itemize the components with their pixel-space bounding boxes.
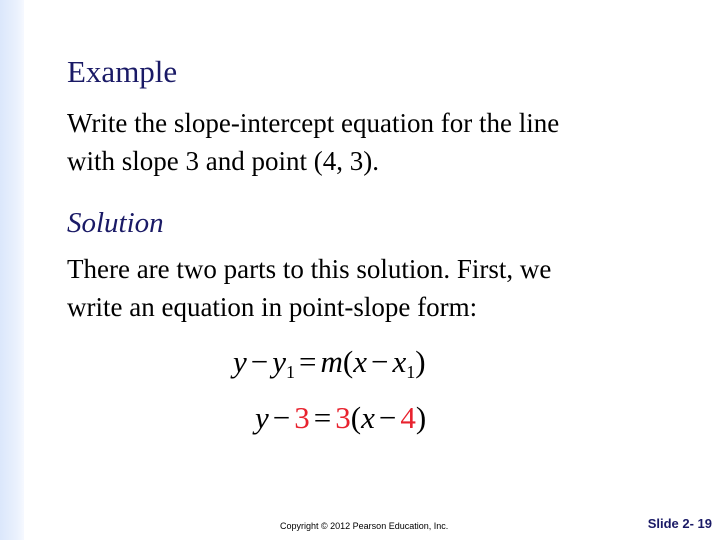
problem-statement xyxy=(67,104,559,180)
sidebar-decoration xyxy=(0,0,24,540)
solution-text xyxy=(67,250,551,326)
point-slope-equation xyxy=(233,342,426,392)
eq1-minus: − xyxy=(250,344,269,379)
slide-title: Example xyxy=(67,54,178,89)
eq2-slope-value: 3 xyxy=(335,400,351,435)
slide-number: Slide 2- 19 xyxy=(647,516,712,531)
eq2-x-value: 4 xyxy=(400,400,416,435)
eq2-x: x xyxy=(361,400,375,435)
eq1-y1-subscript: 1 xyxy=(286,362,296,382)
eq2-y-value: 3 xyxy=(294,400,310,435)
eq2-minus-2: − xyxy=(378,400,397,435)
eq1-x: x xyxy=(353,344,367,379)
eq1-x1: x xyxy=(392,344,407,379)
eq1-m: m xyxy=(320,344,343,379)
eq1-minus-2: − xyxy=(370,344,389,379)
solution-heading: Solution xyxy=(67,207,164,239)
eq1-open-paren: ( xyxy=(342,344,354,379)
eq2-equals: = xyxy=(313,400,332,435)
problem-line-1: Write the slope-intercept equation for the line xyxy=(67,108,560,138)
eq2-minus: − xyxy=(272,400,291,435)
copyright-footer: Copyright © 2012 Pearson Education, Inc. xyxy=(280,521,449,531)
eq2-open-paren: ( xyxy=(350,400,362,435)
eq1-equals: = xyxy=(299,344,317,379)
eq1-x1-subscript: 1 xyxy=(406,362,416,382)
substituted-equation xyxy=(255,398,426,438)
eq1-y: y xyxy=(233,344,247,379)
problem-line-2: with slope 3 and point (4, 3). xyxy=(67,146,379,176)
eq1-y1: y xyxy=(272,344,287,379)
eq1-close-paren: ) xyxy=(415,344,426,379)
solution-line-2: write an equation in point-slope form: xyxy=(67,292,478,322)
eq2-close-paren: ) xyxy=(415,400,427,435)
eq2-y: y xyxy=(255,400,269,435)
solution-line-1: There are two parts to this solution. First, we xyxy=(67,254,552,284)
